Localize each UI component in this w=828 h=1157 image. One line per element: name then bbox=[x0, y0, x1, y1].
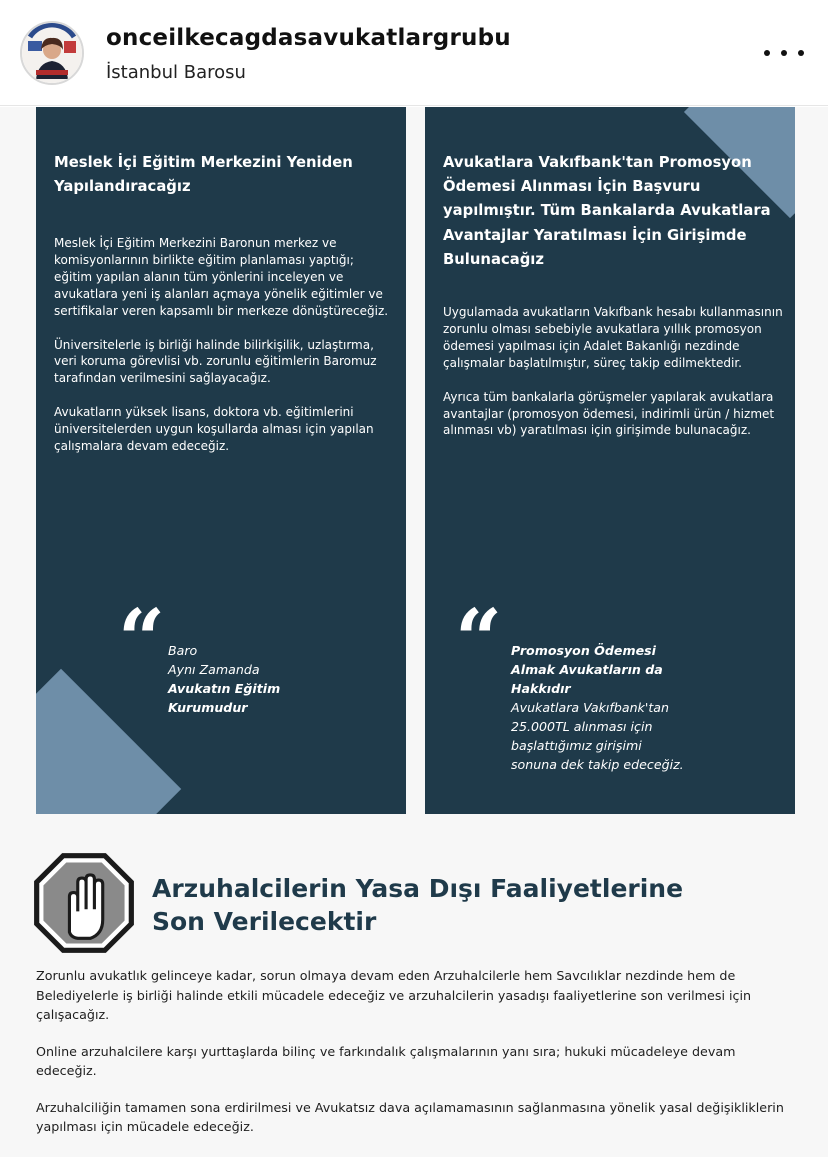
section-paragraph: Online arzuhalcilere karşı yurttaşlarda bilinç ve farkındalık çalışmalarının yanı sıra; hukuki mücadeleye devam edeceğiz. bbox=[36, 1043, 736, 1078]
panel-paragraph: Üniversitelerle iş birliği halinde bilirkişilik, uzlaştırma, veri koruma görevlisi vb. zorunlu eğitimlerin Baromuz tarafından verilmesini sağlayacağız. bbox=[54, 337, 377, 386]
quote-line: başlattığımız girişimi bbox=[511, 738, 642, 753]
panel-promotion bbox=[425, 107, 795, 814]
panel-corner-decoration bbox=[36, 669, 181, 814]
quote-line: Baro bbox=[168, 643, 198, 658]
panel-paragraph: Uygulamada avukatların Vakıfbank hesabı kullanmasının zorunlu olması sebebiyle avukatlara yıllık promosyon ödemesi yapılması için Adalet Bakanlığı nezdinde çalışmalar başlatılmıştır, süreç takip edilmektedir. bbox=[443, 305, 783, 370]
quote-line: Kurumudur bbox=[168, 700, 248, 715]
quote-line: Avukatın Eğitim bbox=[168, 681, 281, 696]
profile-photo-icon bbox=[22, 23, 82, 83]
quote-line: Promosyon Ödemesi bbox=[511, 643, 656, 658]
quote-line: sonuna dek takip edeceğiz. bbox=[511, 757, 684, 772]
section-heading-line: Arzuhalcilerin Yasa Dışı Faaliyetlerine bbox=[152, 874, 684, 903]
more-options-button[interactable] bbox=[764, 40, 804, 66]
quote-line: Hakkıdır bbox=[511, 681, 571, 696]
panel-body bbox=[443, 304, 783, 456]
panel-title: Avukatlara Vakıfbank'tan Promosyon Ödemesi Alınması İçin Başvuru yapılmıştır. Tüm Bankalarda Avukatlara Avantajlar Yaratılması İçin Girişimde Bulunacağız bbox=[443, 154, 771, 268]
post-image[interactable] bbox=[0, 107, 828, 1157]
username[interactable]: onceilkecagdasavukatlargrubu bbox=[106, 25, 511, 51]
stop-hand-icon bbox=[32, 851, 136, 955]
panel-body bbox=[54, 235, 394, 472]
quote-mark-icon: “ bbox=[455, 592, 503, 688]
quote-mark-icon: “ bbox=[118, 592, 166, 688]
section-paragraph: Zorunlu avukatlık gelinceye kadar, sorun olmaya devam eden Arzuhalcilerle hem Savcılıklar nezdinde hem de Belediyelerle iş birliği halinde etkili mücadele edeceğiz ve arzuhalcilerin yasadışı faaliyetlerine son verilmesi için çalışacağız. bbox=[36, 968, 752, 1022]
quote-line: 25.000TL alınması için bbox=[511, 719, 653, 734]
panel-education bbox=[36, 107, 406, 814]
more-horizontal-icon bbox=[781, 50, 787, 56]
section-body bbox=[36, 966, 796, 1154]
panel-title: Meslek İçi Eğitim Merkezini Yeniden Yapılandıracağız bbox=[54, 154, 353, 195]
panel-quote bbox=[168, 641, 280, 717]
post-header bbox=[0, 0, 828, 106]
panel-quote bbox=[511, 641, 684, 774]
more-horizontal-icon bbox=[798, 50, 804, 56]
location[interactable]: İstanbul Barosu bbox=[106, 62, 246, 83]
quote-line: Almak Avukatların da bbox=[511, 662, 663, 677]
panel-paragraph: Meslek İçi Eğitim Merkezini Baronun merkez ve komisyonlarının birlikte eğitim planlaması yaptığı; eğitim yapılan alanın tüm yönlerini inceleyen ve avukatlara yeni iş alanları açmaya yönelik eğitimler ve sertifikalar veren kapsamlı bir merkeze dönüştüreceğiz. bbox=[54, 236, 389, 318]
more-horizontal-icon bbox=[764, 50, 770, 56]
quote-line: Avukatlara Vakıfbank'tan bbox=[511, 700, 669, 715]
avatar[interactable] bbox=[20, 21, 84, 85]
quote-line: Aynı Zamanda bbox=[168, 662, 260, 677]
panel-paragraph: Ayrıca tüm bankalarla görüşmeler yapılarak avukatlara avantajlar (promosyon ödemesi, indirimli ürün / hizmet alınması vb) yaratılması için girişimde bulunacağız. bbox=[443, 389, 775, 438]
section-heading-line: Son Verilecektir bbox=[152, 907, 377, 936]
section-heading bbox=[152, 872, 792, 938]
panel-paragraph: Avukatların yüksek lisans, doktora vb. eğitimlerini üniversitelerden uygun koşullarda alması için yapılan çalışmalara devam edeceğiz. bbox=[54, 405, 374, 454]
section-paragraph: Arzuhalciliğin tamamen sona erdirilmesi ve Avukatsız dava açılamamasının sağlanmasına yönelik yasal değişikliklerin yapılması için mücadele edeceğiz. bbox=[36, 1099, 784, 1134]
